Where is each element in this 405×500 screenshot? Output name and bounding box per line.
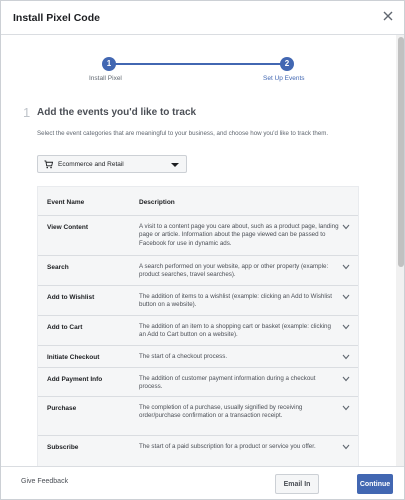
event-name: Add to Wishlist [47,294,95,301]
event-row-initiate-checkout[interactable] [38,345,358,367]
event-name: Add Payment Info [47,376,103,383]
chevron-down-icon[interactable] [342,376,350,382]
event-name: Purchase [47,405,77,412]
category-dropdown-value: Ecommerce and Retail [58,161,124,168]
chevron-down-icon[interactable] [342,444,350,450]
event-description: The start of a paid subscription for a product or service you offer. [139,443,316,450]
event-name: Initiate Checkout [47,354,100,361]
event-row-search[interactable] [38,255,358,285]
event-row-purchase[interactable] [38,396,358,435]
event-description: The start of a checkout process. [139,353,228,360]
dialog-footer [1,466,405,500]
continue-button[interactable]: Continue [357,474,393,494]
step-2-label: Set Up Events [263,75,305,82]
event-row-subscribe[interactable] [38,435,358,466]
chevron-down-icon[interactable] [342,264,350,270]
column-header-event-name: Event Name [47,199,85,206]
event-name: Subscribe [47,444,79,451]
give-feedback-link[interactable]: Give Feedback [21,478,69,485]
chevron-down-icon[interactable] [342,224,350,230]
dialog-title: Install Pixel Code [13,12,100,24]
chevron-down-icon[interactable] [342,324,350,330]
step-1-indicator: 1 [102,57,116,71]
event-description: A search performed on your website, app or other property (example: product searches, travel searches). [139,263,329,279]
event-description: The addition of customer payment information during a checkout process. [139,375,316,391]
event-description: The addition of items to a wishlist (example: clicking an Add to Wishlist button on a website). [139,293,332,309]
chevron-down-icon [171,163,179,167]
event-description: A visit to a content page you care about, such as a product page, landing page or article. Information about the page viewed can be passed to Facebook for use in dynamic ads. [139,223,339,247]
progress-stepper [1,35,396,91]
chevron-down-icon[interactable] [342,294,350,300]
section-description: Select the event categories that are meaningful to your business, and choose how you'd like to track them. [37,130,329,137]
vertical-scrollbar[interactable] [396,35,405,466]
category-dropdown[interactable] [37,155,187,173]
event-description: The addition of an item to a shopping cart or basket (example: clicking an Add to Cart button on a website). [139,323,331,339]
event-name: View Content [47,224,89,231]
event-row-add-to-wishlist[interactable] [38,285,358,315]
column-header-description: Description [139,199,175,206]
email-instructions-button[interactable]: Email In [275,474,319,494]
event-row-add-payment-info[interactable] [38,367,358,396]
dialog-body [1,35,396,466]
event-description: The completion of a purchase, usually signified by receiving order/purchase confirmation or a transaction receipt. [139,404,303,420]
step-2-indicator: 2 [280,57,294,71]
section-number: 1 [23,105,31,120]
dialog-header [1,1,405,35]
event-name: Search [47,264,69,271]
scrollbar-thumb[interactable] [398,37,404,267]
content-card [1,35,396,466]
event-name: Add to Cart [47,324,83,331]
chevron-down-icon[interactable] [342,354,350,360]
event-row-add-to-cart[interactable] [38,315,358,345]
step-1-label: Install Pixel [89,75,122,82]
close-icon[interactable] [382,10,394,22]
event-row-view-content[interactable] [38,215,358,255]
cart-icon [44,160,53,169]
stepper-line [109,63,287,65]
section-title: Add the events you'd like to track [37,107,197,118]
events-table [37,186,359,466]
chevron-down-icon[interactable] [342,405,350,411]
